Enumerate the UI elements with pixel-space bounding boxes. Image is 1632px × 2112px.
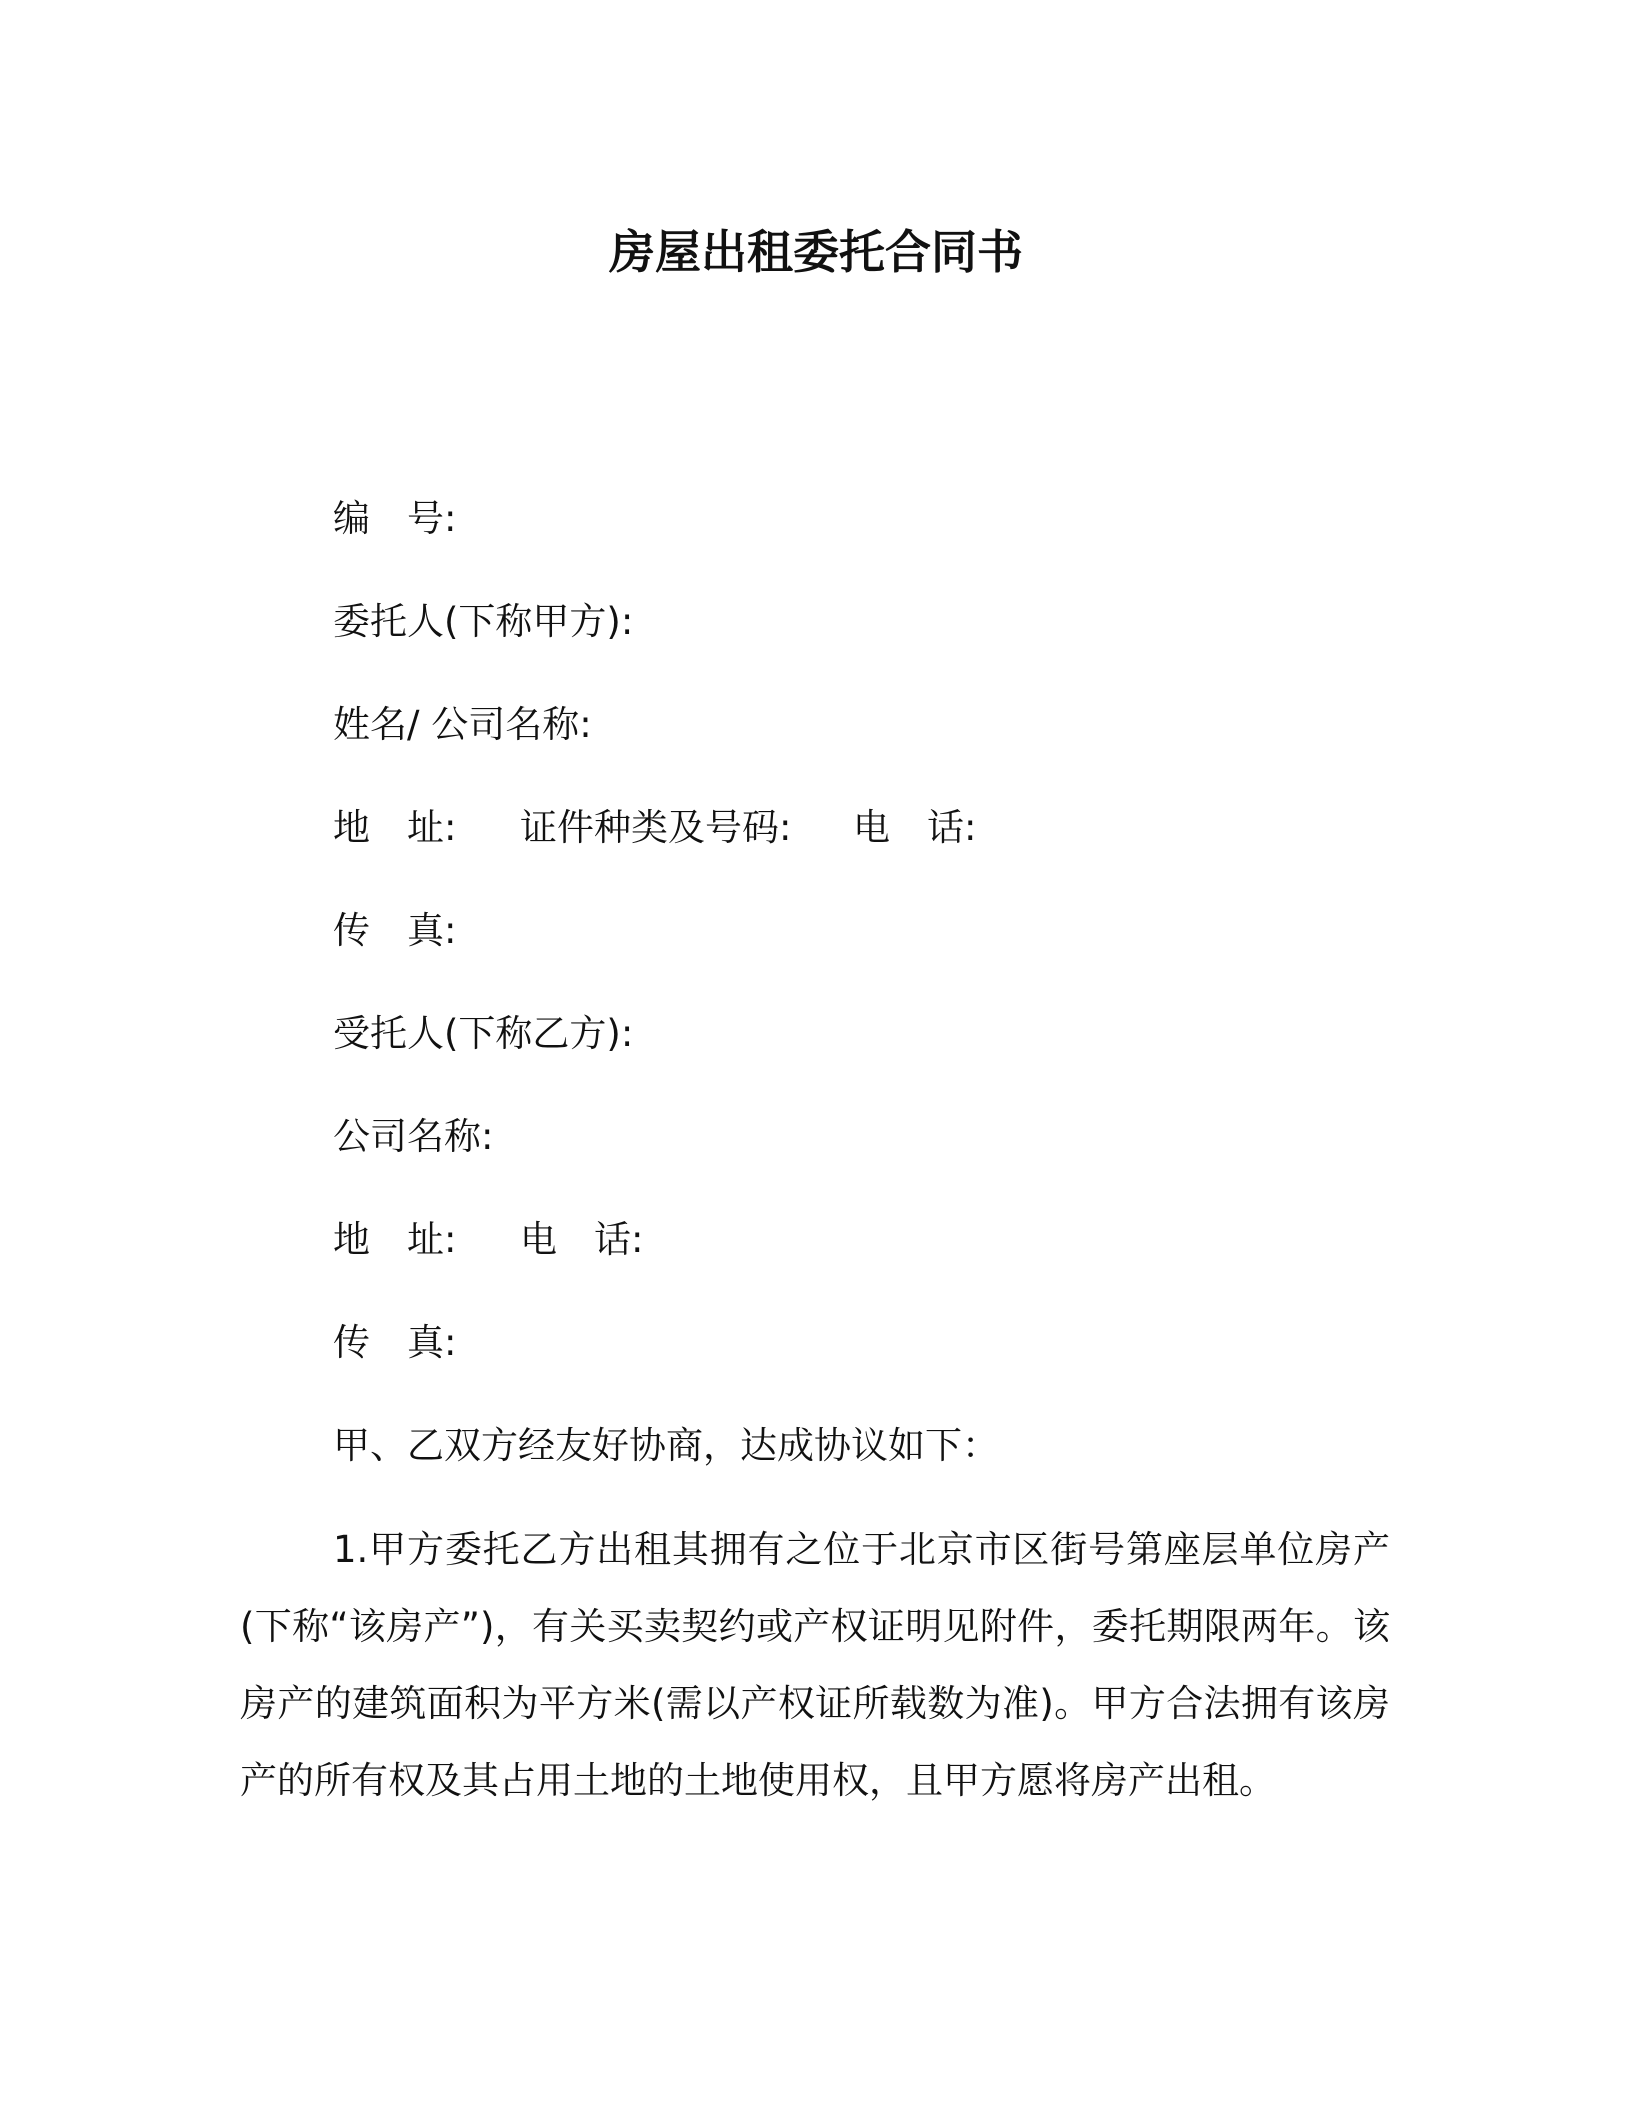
field-agent-heading [333, 1010, 633, 1058]
agreement-intro-text: 甲、乙双方经友好协商，达成协议如下： [333, 1424, 999, 1467]
field-principal-fax [333, 907, 456, 955]
agreement-intro [333, 1422, 999, 1470]
agent-fax-label: 传 真: [333, 1321, 457, 1364]
principal-name-label: 姓名/ 公司名称: [333, 703, 592, 746]
agent-phone-label: 电 话: [520, 1218, 644, 1261]
field-agent-company [333, 1113, 493, 1161]
principal-phone-label: 电 话: [853, 806, 977, 849]
principal-id-label: 证件种类及号码: [520, 806, 792, 849]
field-principal-name [333, 701, 592, 749]
agent-address-label: 地 址: [333, 1218, 457, 1261]
field-agent-fax [333, 1319, 456, 1367]
field-number-label: 编 号: [333, 497, 457, 540]
document-title: 房屋出租委托合同书 [609, 225, 1023, 279]
clause-1-text: 1.甲方委托乙方出租其拥有之位于北京市区街号第座层单位房产(下称“该房产”)，有关买卖契约或产权证明见附件，委托期限两年。该房产的建筑面积为平方米(需以产权证所载数为准)。甲方合法拥有该房产的所有权及其占用土地的土地使用权，且甲方愿将房产出租。 [240, 1528, 1390, 1802]
agent-company-label: 公司名称: [333, 1115, 494, 1158]
agent-heading-label: 受托人(下称乙方): [333, 1012, 634, 1055]
field-number [333, 495, 456, 543]
principal-fax-label: 传 真: [333, 909, 457, 952]
clause-1 [240, 1511, 1390, 1819]
principal-address-label: 地 址: [333, 806, 457, 849]
field-principal-heading [333, 598, 633, 646]
principal-heading-label: 委托人(下称甲方): [333, 600, 634, 643]
field-principal-contact-row [333, 804, 976, 852]
field-agent-contact-row [333, 1216, 643, 1264]
